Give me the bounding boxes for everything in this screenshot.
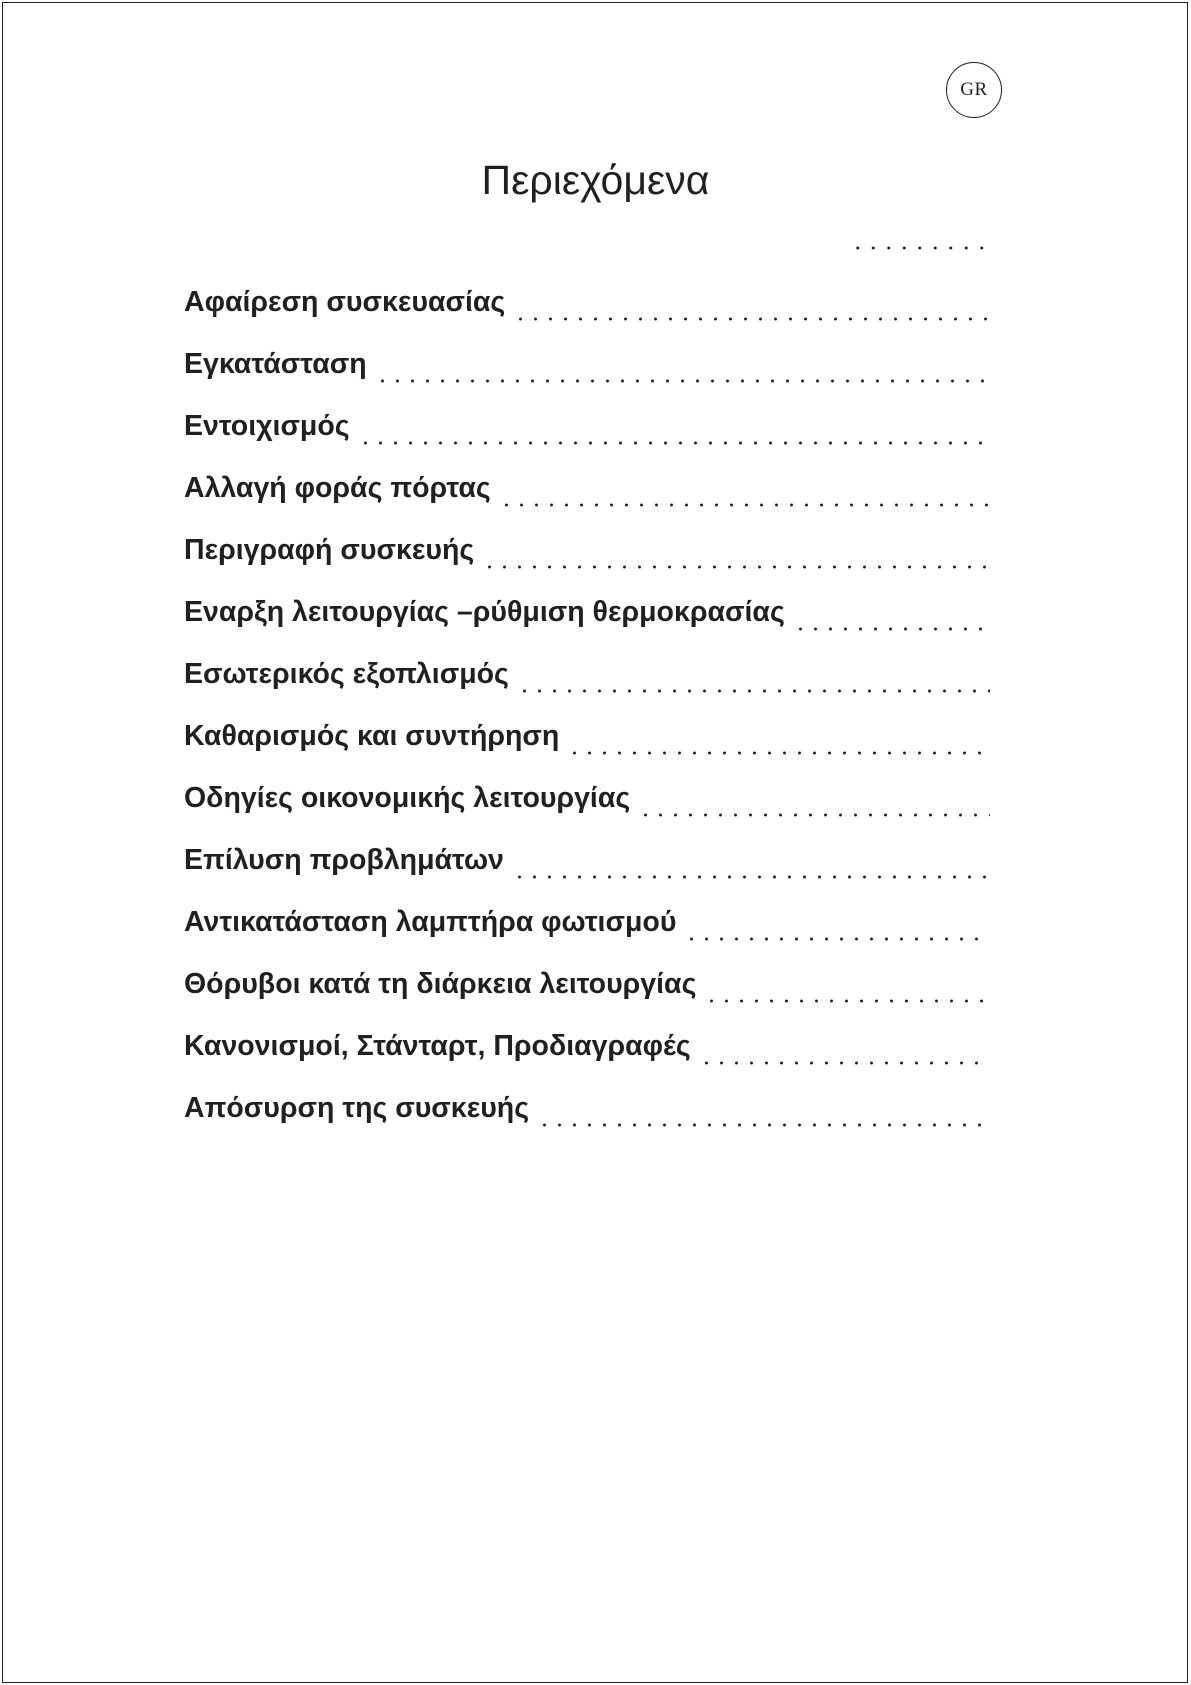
table-of-contents xyxy=(184,288,990,1156)
toc-entry-label: Απόσυρση της συσκευής xyxy=(184,1092,530,1124)
dot-leader xyxy=(567,750,990,756)
toc-entry[interactable] xyxy=(184,846,990,908)
toc-entry[interactable] xyxy=(184,970,990,1032)
toc-entry-label: Εσωτερικός εξοπλισμός xyxy=(184,658,509,690)
dot-leader xyxy=(513,316,990,322)
toc-entry-label: Εντοιχισμός xyxy=(184,410,350,442)
toc-entry[interactable] xyxy=(184,350,990,412)
toc-entry-label: Περιγραφή συσκευής xyxy=(184,534,475,566)
toc-entry-label: Αντικατάσταση λαμπτήρα φωτισμού xyxy=(184,906,677,938)
toc-entry-label: Οδηγίες οικονομικής λειτουργίας xyxy=(184,782,631,814)
dot-leader xyxy=(684,936,990,942)
dot-leader xyxy=(793,626,990,632)
toc-entry[interactable] xyxy=(184,474,990,536)
toc-entry-label: Επίλυση προβλημάτων xyxy=(184,844,504,876)
toc-entry[interactable] xyxy=(184,1032,990,1094)
dot-leader xyxy=(638,812,990,818)
toc-entry[interactable] xyxy=(184,722,990,784)
dot-leader xyxy=(517,688,990,694)
toc-entry-label: Κανονισμοί, Στάνταρτ, Προδιαγραφές xyxy=(184,1030,691,1062)
toc-entry[interactable] xyxy=(184,908,990,970)
toc-entry[interactable] xyxy=(184,288,990,350)
dot-leader xyxy=(375,378,990,384)
dot-leader xyxy=(537,1122,990,1128)
dot-leader xyxy=(358,440,990,446)
toc-entry[interactable] xyxy=(184,412,990,474)
toc-entry-label: Αλλαγή φοράς πόρτας xyxy=(184,472,491,504)
toc-entry[interactable] xyxy=(184,598,990,660)
toc-entry[interactable] xyxy=(184,660,990,722)
toc-entry-label: Εναρξη λειτουργίας –ρύθμιση θερμοκρασίας xyxy=(184,596,785,628)
toc-entry-label: Θόρυβοι κατά τη διάρκεια λειτουργίας xyxy=(184,968,697,1000)
toc-entry-label: Καθαρισμός και συντήρηση xyxy=(184,720,560,752)
language-badge xyxy=(946,62,1002,118)
header-dot-leader xyxy=(850,244,990,252)
language-code: GR xyxy=(960,79,988,100)
page-title: Περιεχόμενα xyxy=(481,157,710,203)
toc-entry-label: Εγκατάσταση xyxy=(184,348,367,380)
dot-leader xyxy=(699,1060,990,1066)
toc-entry[interactable] xyxy=(184,1094,990,1156)
dot-leader xyxy=(482,564,990,570)
dot-leader xyxy=(499,502,990,508)
toc-entry-label: Αφαίρεση συσκευασίας xyxy=(184,286,506,318)
dot-leader xyxy=(704,998,990,1004)
toc-entry[interactable] xyxy=(184,784,990,846)
dot-leader xyxy=(512,874,990,880)
toc-entry[interactable] xyxy=(184,536,990,598)
